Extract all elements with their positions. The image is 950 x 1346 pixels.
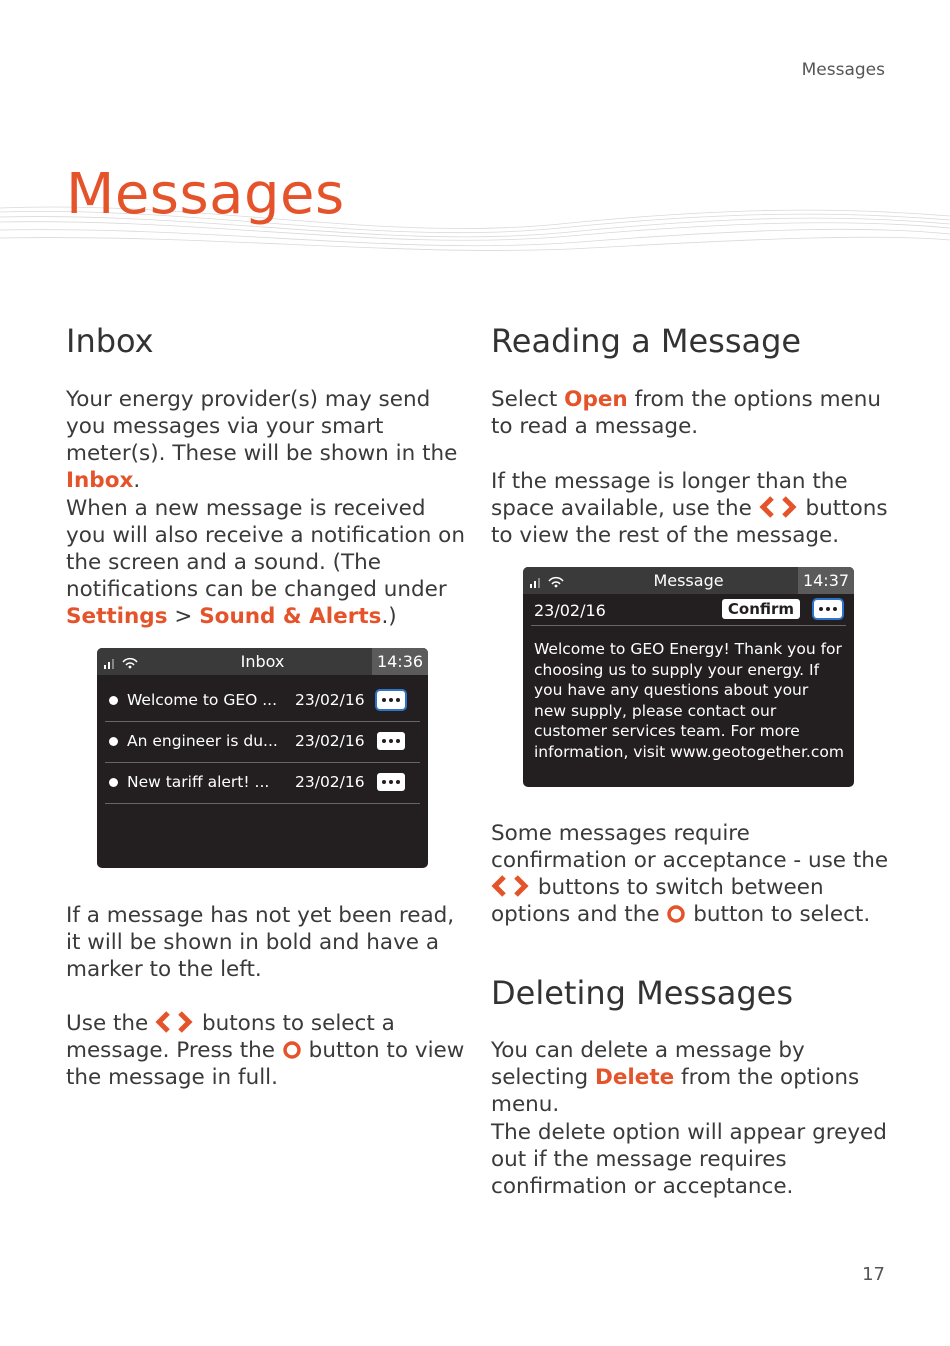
page-title: Messages bbox=[66, 162, 345, 227]
more-options-icon[interactable] bbox=[814, 600, 842, 618]
left-right-arrows-icon bbox=[155, 1011, 195, 1033]
confirm-button[interactable]: Confirm bbox=[722, 599, 800, 619]
confirmation-paragraph: Some messages require confirmation or acceptance - use the buttons to switch between options and the button to select. bbox=[491, 821, 889, 927]
unread-paragraph: If a message has not yet been read, it will be shown in bold and have a marker to the left. bbox=[66, 903, 455, 982]
inbox-screen-header bbox=[97, 648, 428, 675]
greyed-out-paragraph: The delete option will appear greyed out if the message requires confirmation or acceptance. bbox=[491, 1120, 887, 1199]
select-circle-icon bbox=[282, 1040, 302, 1060]
delete-highlight: Delete bbox=[594, 1065, 675, 1090]
inbox-intro-paragraph: Your energy provider(s) may send you messages via your smart meter(s). These will be shown in the Inbox. bbox=[66, 387, 458, 493]
inbox-message-row[interactable] bbox=[105, 763, 420, 804]
left-right-arrows-icon bbox=[759, 496, 799, 518]
running-head: Messages bbox=[801, 60, 885, 80]
inbox-message-row[interactable] bbox=[105, 681, 420, 722]
inbox-message-row[interactable] bbox=[105, 722, 420, 763]
more-options-icon[interactable] bbox=[377, 691, 405, 709]
message-screen-header bbox=[523, 567, 854, 594]
unread-marker bbox=[109, 696, 118, 705]
message-date: 23/02/16 bbox=[534, 601, 606, 620]
open-paragraph: Select Open from the options menu to read a message. bbox=[491, 387, 881, 439]
settings-highlight: Settings bbox=[66, 604, 168, 629]
navigate-paragraph: Use the butons to select a message. Press the button to view the message in full. bbox=[66, 1011, 465, 1090]
message-subject: An engineer is du... bbox=[127, 732, 278, 750]
more-options-icon[interactable] bbox=[377, 732, 405, 750]
inbox-screen-time: 14:36 bbox=[372, 648, 428, 675]
message-screen bbox=[523, 567, 854, 787]
message-date: 23/02/16 bbox=[295, 691, 365, 709]
message-screen-time: 14:37 bbox=[798, 567, 854, 594]
divider bbox=[531, 625, 846, 626]
page-number: 17 bbox=[862, 1264, 885, 1285]
scroll-paragraph: If the message is longer than the space available, use the buttons to view the rest of the message. bbox=[491, 469, 888, 548]
delete-paragraph: You can delete a message by selecting Delete from the options menu. bbox=[491, 1038, 860, 1117]
inbox-screen-title: Inbox bbox=[240, 652, 285, 671]
more-options-icon[interactable] bbox=[377, 773, 405, 791]
message-subject: New tariff alert! ... bbox=[127, 773, 270, 791]
sound-alerts-highlight: Sound & Alerts bbox=[199, 604, 382, 629]
unread-marker bbox=[109, 778, 118, 787]
inbox-heading: Inbox bbox=[66, 322, 154, 360]
message-date: 23/02/16 bbox=[295, 773, 365, 791]
message-body: Welcome to GEO Energy! Thank you for choosing us to supply your energy. If you have any questions about your new supply, please contact our customer services team. For more information, visit www.geotogether.com bbox=[534, 640, 844, 761]
unread-marker bbox=[109, 737, 118, 746]
message-subject: Welcome to GEO ... bbox=[127, 691, 278, 709]
open-highlight: Open bbox=[564, 387, 628, 412]
notification-paragraph: When a new message is received you will also receive a notification on the screen and a sound. (The notifications can be changed under Settings > Sound & Alerts.) bbox=[66, 496, 465, 629]
inbox-highlight: Inbox bbox=[66, 468, 134, 493]
reading-heading: Reading a Message bbox=[491, 322, 802, 360]
message-screen-title: Message bbox=[653, 571, 724, 590]
deleting-heading: Deleting Messages bbox=[491, 974, 794, 1012]
select-circle-icon bbox=[666, 904, 686, 924]
inbox-screen bbox=[97, 648, 428, 868]
message-date: 23/02/16 bbox=[295, 732, 365, 750]
left-right-arrows-icon bbox=[491, 875, 531, 897]
